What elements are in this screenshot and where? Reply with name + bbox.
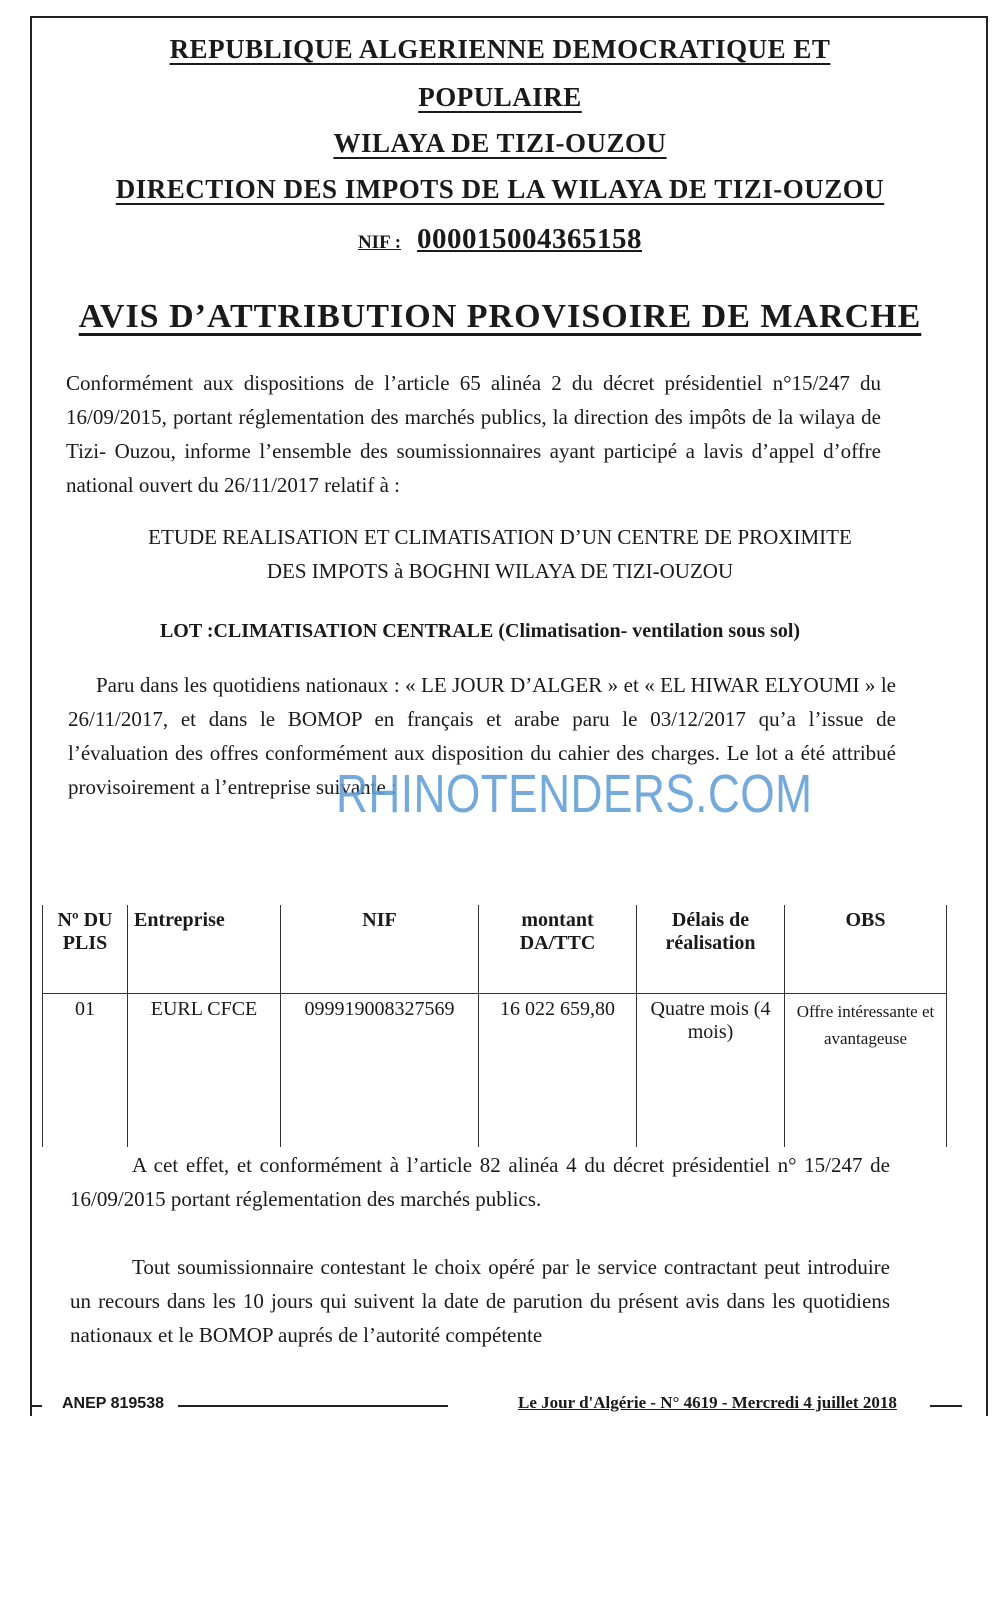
- project-line-1: ETUDE REALISATION ET CLIMATISATION D’UN CENTRE DE PROXIMITE: [148, 525, 852, 549]
- nif-value: 000015004365158: [417, 223, 643, 255]
- cell-num: 01: [43, 994, 128, 1148]
- cell-delai: Quatre mois (4 mois): [637, 994, 785, 1148]
- footer-anep-ref: ANEP 819538: [62, 1395, 164, 1412]
- lot-line: LOT :CLIMATISATION CENTRALE (Climatisation- ventilation sous sol): [159, 620, 801, 642]
- col-header-delai: Délais de réalisation: [637, 905, 785, 994]
- cell-nif: 099919008327569: [281, 994, 479, 1148]
- footer-publication: Le Jour d'Algérie - N° 4619 - Mercredi 4 juillet 2018: [518, 1393, 897, 1412]
- header-line-1: REPUBLIQUE ALGERIENNE DEMOCRATIQUE ET: [169, 34, 831, 64]
- cell-obs: Offre intéressante et avantageuse: [785, 994, 947, 1148]
- footer-rule-left: [30, 1405, 42, 1407]
- col-header-entreprise: Entreprise: [128, 905, 281, 994]
- publication-paragraph: Paru dans les quotidiens nationaux : « LE JOUR D’ALGER » et « EL HIWAR ELYOUMI » le 26/11/2017, et dans le BOMOP en français et arabe paru le 03/12/2017 qu’a l’issue de l’évaluation des offres conformément aux disposition du cahier des charges. Le lot a été attribué provisoirement a l’entreprise suivante :: [68, 673, 896, 799]
- watermark-text: RHINOTENDERS.COM: [336, 764, 813, 824]
- page-title: AVIS D’ATTRIBUTION PROVISOIRE DE MARCHE: [78, 298, 922, 335]
- header-direction: DIRECTION DES IMPOTS DE LA WILAYA DE TIZI-OUZOU: [115, 174, 885, 204]
- table-header-row: [43, 905, 947, 994]
- recourse-paragraph: Tout soumissionnaire contestant le choix opéré par le service contractant peut introduire un recours dans les 10 jours qui suivent la date de parution du présent avis dans les quotidiens nationaux et le BOMOP auprés de l’autorité compétente: [70, 1255, 890, 1347]
- header-line-2: POPULAIRE: [418, 82, 582, 112]
- cell-entreprise: EURL CFCE: [128, 994, 281, 1148]
- nif-label: NIF :: [357, 232, 402, 253]
- header-nif: [0, 223, 1000, 256]
- cell-montant: 16 022 659,80: [479, 994, 637, 1148]
- project-line-2: DES IMPOTS à BOGHNI WILAYA DE TIZI-OUZOU: [266, 559, 734, 583]
- footer-rule-right: [930, 1405, 962, 1407]
- col-header-obs: OBS: [785, 905, 947, 994]
- footer-rule-middle: [178, 1405, 448, 1407]
- col-header-montant: montant DA/TTC: [479, 905, 637, 994]
- table-row: [43, 994, 947, 1148]
- header-wilaya: WILAYA DE TIZI-OUZOU: [333, 128, 667, 158]
- article-paragraph: A cet effet, et conformément à l’article 82 alinéa 4 du décret présidentiel n° 15/247 de 16/09/2015 portant réglementation des marchés publics.: [70, 1153, 890, 1211]
- attribution-table: [42, 905, 947, 1147]
- col-header-num: Nº DU PLIS: [43, 905, 128, 994]
- intro-paragraph: Conformément aux dispositions de l’article 65 alinéa 2 du décret présidentiel n°15/247 du 16/09/2015, portant réglementation des marchés publics, la direction des impôts de la wilaya de Tizi- Ouzou, informe l’ensemble des soumissionnaires ayant participé a lavis d’appel d’offre national ouvert du 26/11/2017 relatif à :: [66, 371, 881, 497]
- col-header-nif: NIF: [281, 905, 479, 994]
